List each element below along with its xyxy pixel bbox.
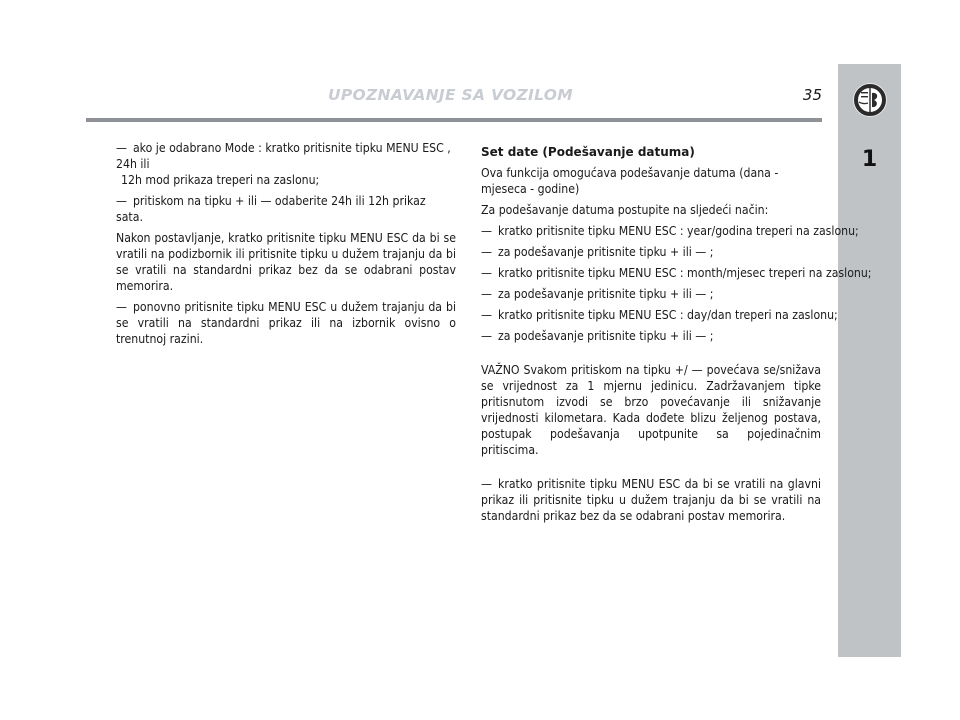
page-number: 35	[802, 86, 822, 104]
left-column	[116, 140, 456, 352]
list-item-text-continued: 12h mod prikaza treperi na zaslonu;	[121, 173, 320, 187]
list-item	[116, 299, 456, 347]
list-item-text: kratko pritisnite tipku MENU ESC : year/godina treperi na zaslonu;	[497, 224, 859, 238]
list-item-text: pritiskom na tipku + ili — odaberite 24h ili 12h prikaz sata.	[116, 194, 426, 224]
list-item	[116, 193, 456, 225]
list-item-text: kratko pritisnite tipku MENU ESC da bi se vratili na glavni prikaz ili pritisnite tipku u dužem trajanju da bi se vratili na standardni prikaz bez da se odabrani postav memorira.	[481, 477, 821, 523]
list-item-text: ako je odabrano Mode : kratko pritisnite tipku MENU ESC , 24h ili	[116, 141, 451, 171]
list-item-text: za podešavanje pritisnite tipku + ili — ;	[497, 329, 714, 343]
chapter-number: 1	[861, 147, 878, 172]
list-item	[116, 140, 456, 188]
dash-bullet: —	[481, 329, 492, 343]
list-item	[481, 476, 821, 524]
list-item-text: za podešavanje pritisnite tipku + ili — ;	[497, 245, 714, 259]
dash-bullet: —	[481, 245, 492, 259]
right-column	[481, 144, 872, 529]
dash-bullet: —	[116, 194, 127, 208]
header-divider	[86, 118, 822, 122]
dash-bullet: —	[481, 308, 492, 322]
instructions-paragraph: Za podešavanje datuma postupite na sljedeći način:	[481, 203, 769, 217]
list-item	[481, 307, 838, 323]
list-item-text: kratko pritisnite tipku MENU ESC : month/mjesec treperi na zaslonu;	[497, 266, 872, 280]
dash-bullet: —	[116, 300, 127, 314]
list-item-text: kratko pritisnite tipku MENU ESC : day/dan treperi na zaslonu;	[497, 308, 838, 322]
page-header-title: UPOZNAVANJE SA VOZILOM	[328, 86, 573, 104]
list-item-text: za podešavanje pritisnite tipku + ili — ;	[497, 287, 714, 301]
dash-bullet: —	[481, 266, 492, 280]
intro-paragraph: Ova funkcija omogućava podešavanje datuma (dana - mjeseca - godine)	[481, 166, 779, 196]
list-item	[481, 286, 821, 302]
important-note: VAŽNO Svakom pritiskom na tipku +/ — povećava se/snižava se vrijednost za 1 mjernu jedinicu. Zadržavanjem tipke pritisnutom izvodi se brzo povećavanje ili snižavanje vrijednosti kilometara. Kada dođete blizu željenog postava, postupak podešavanja upotpunite sa pojedinačnim pritiscima.	[481, 363, 821, 457]
alfa-romeo-badge-icon	[852, 82, 888, 118]
body-paragraph: Nakon postavljanje, kratko pritisnite tipku MENU ESC da bi se vratili na podizbornik ili pritisnite tipku u dužem trajanju da bi se vratili na standardni prikaz bez da se odabrani postav memorira.	[116, 231, 456, 293]
list-item	[481, 244, 821, 260]
dash-bullet: —	[481, 287, 492, 301]
dash-bullet: —	[116, 141, 127, 155]
dash-bullet: —	[481, 477, 492, 491]
list-item	[481, 328, 821, 344]
list-item	[481, 223, 859, 239]
list-item-text: ponovno pritisnite tipku MENU ESC u dužem trajanju da bi se vratili na standardni prikaz ili na izbornik ovisno o trenutnoj razini.	[116, 300, 456, 346]
dash-bullet: —	[481, 224, 492, 238]
section-title: Set date (Podešavanje datuma)	[481, 145, 695, 159]
list-item	[481, 265, 872, 281]
